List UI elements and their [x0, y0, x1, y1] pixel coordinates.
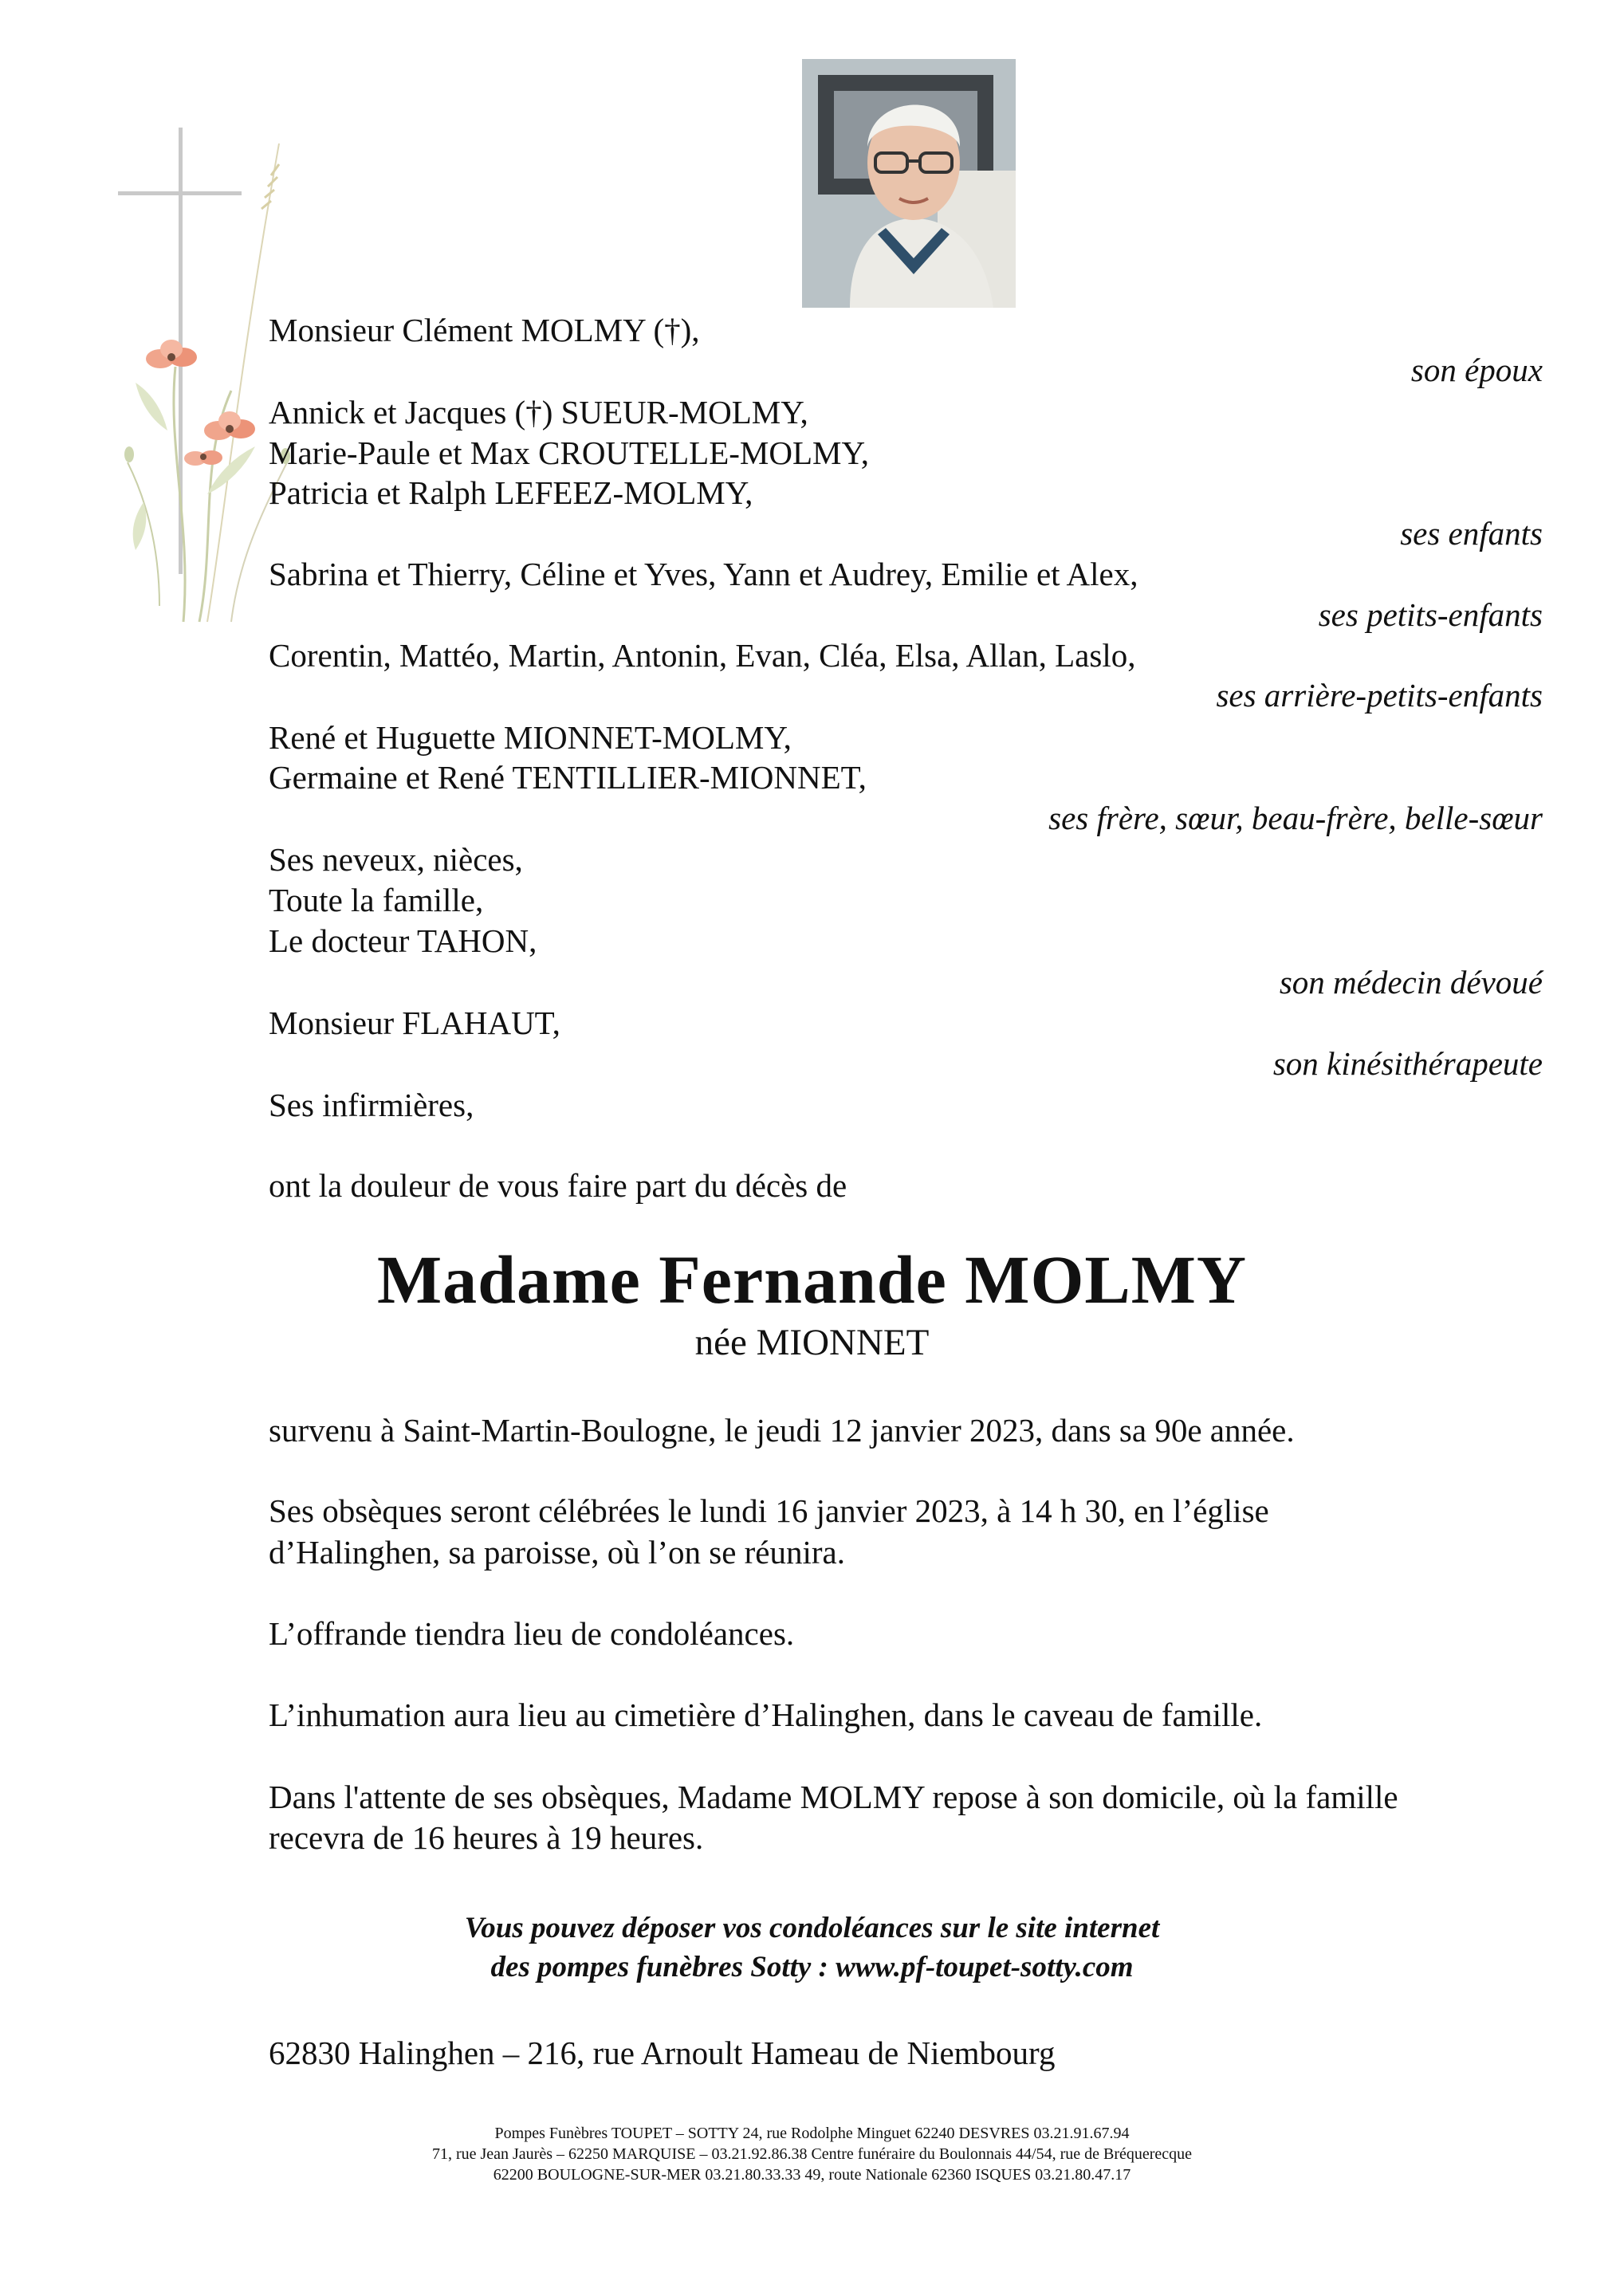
- physio-line: Monsieur FLAHAUT,: [269, 1005, 560, 1041]
- announcement-line: ont la douleur de vous faire part du décès de: [269, 1167, 847, 1204]
- doctor-role: son médecin dévoué: [1279, 964, 1543, 1001]
- funeral-line-2: d’Halinghen, sa paroisse, où l’on se réunira.: [269, 1534, 845, 1571]
- siblings-role: ses frère, sœur, beau-frère, belle-sœur: [1048, 800, 1543, 836]
- others-line-3: Le docteur TAHON,: [269, 922, 537, 959]
- burial-line: L’inhumation aura lieu au cimetière d’Halinghen, dans le caveau de famille.: [269, 1696, 1263, 1733]
- footer-line-3: 62200 BOULOGNE-SUR-MER 03.21.80.33.33 49, route Nationale 62360 ISQUES 03.21.80.47.17: [493, 2166, 1131, 2184]
- grandchildren-role: ses petits-enfants: [1318, 596, 1543, 633]
- great-grandchildren-role: ses arrière-petits-enfants: [1216, 677, 1543, 714]
- nurses-line: Ses infirmières,: [269, 1087, 474, 1123]
- offering-line: L’offrande tiendra lieu de condoléances.: [269, 1615, 795, 1652]
- portrait-photo: [802, 59, 1016, 308]
- deceased-name: Madame Fernande MOLMY: [376, 1241, 1248, 1318]
- rest-line-1: Dans l'attente de ses obsèques, Madame MOLMY repose à son domicile, où la famille: [269, 1779, 1398, 1815]
- physio-role: son kinésithérapeute: [1272, 1045, 1543, 1082]
- great-grandchildren-line: Corentin, Mattéo, Martin, Antonin, Evan, Cléa, Elsa, Allan, Laslo,: [269, 637, 1136, 674]
- footer-line-1: Pompes Funèbres TOUPET – SOTTY 24, rue Rodolphe Minguet 62240 DESVRES 03.21.91.67.94: [494, 2125, 1130, 2142]
- siblings-line-2: Germaine et René TENTILLIER-MIONNET,: [269, 759, 867, 796]
- rest-line-2: recevra de 16 heures à 19 heures.: [269, 1819, 704, 1856]
- children-line-2: Marie-Paule et Max CROUTELLE-MOLMY,: [269, 434, 870, 471]
- children-role: ses enfants: [1400, 515, 1543, 552]
- address-line: 62830 Halinghen – 216, rue Arnoult Hameau de Niembourg: [269, 2035, 1056, 2071]
- others-line-1: Ses neveux, nièces,: [269, 841, 523, 878]
- siblings-line-1: René et Huguette MIONNET-MOLMY,: [269, 719, 792, 756]
- condolences-line-2: des pompes funèbres Sotty : www.pf-toupet-sotty.com: [490, 1951, 1134, 1983]
- spouse-role: son époux: [1410, 352, 1543, 388]
- others-line-2: Toute la famille,: [269, 882, 484, 918]
- children-line-1: Annick et Jacques (†) SUEUR-MOLMY,: [269, 394, 808, 431]
- spouse-line: Monsieur Clément MOLMY (†),: [269, 312, 700, 348]
- footer-line-2: 71, rue Jean Jaurès – 62250 MARQUISE – 03.21.92.86.38 Centre funéraire du Boulonnais 44/54, rue de Bréquerecque: [431, 2145, 1193, 2163]
- children-line-3: Patricia et Ralph LEFEEZ-MOLMY,: [269, 474, 753, 511]
- deceased-maiden-name: née MIONNET: [694, 1322, 930, 1363]
- funeral-line-1: Ses obsèques seront célébrées le lundi 16 janvier 2023, à 14 h 30, en l’église: [269, 1492, 1269, 1529]
- condolences-line-1: Vous pouvez déposer vos condoléances sur le site internet: [464, 1912, 1160, 1944]
- grandchildren-line: Sabrina et Thierry, Céline et Yves, Yann et Audrey, Emilie et Alex,: [269, 556, 1138, 592]
- cross-horizontal-bar: [118, 191, 242, 195]
- death-details: survenu à Saint-Martin-Boulogne, le jeudi 12 janvier 2023, dans sa 90e année.: [269, 1412, 1295, 1449]
